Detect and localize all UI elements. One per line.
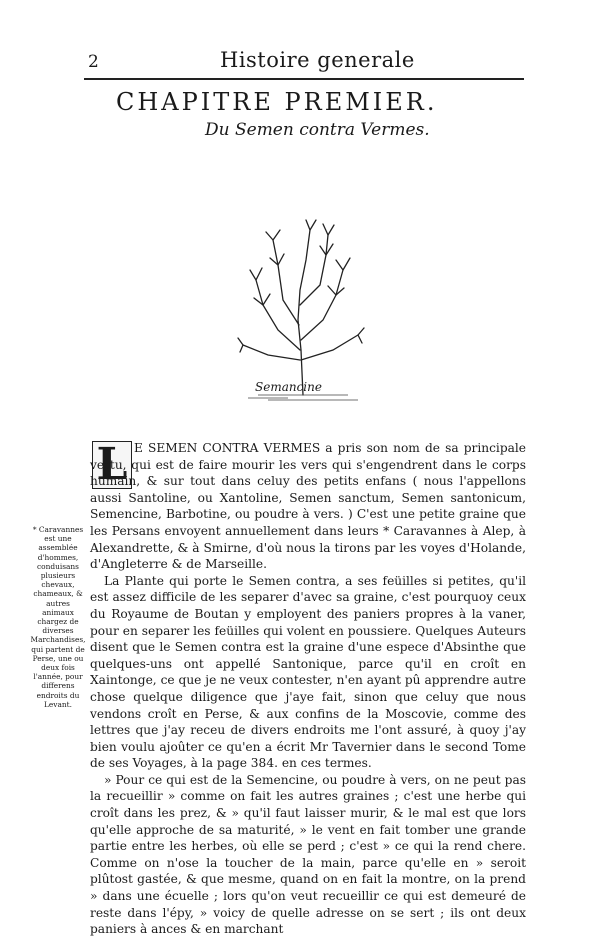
plant-label: Semancine	[255, 380, 322, 394]
marginal-note: * Caravannes est une assemblée d'hommes, conduisans plusieurs chevaux, chameaux, & autres animaux chargez de diverses Marchandises, qui partent de Perse, une ou deux fois l'année, pour differens endroits du Levant.	[30, 525, 86, 709]
paragraph: » Pour ce qui est de la Semencine, ou poudre à vers, on ne peut pas la recueillir » comme on fait les autres graines ; c'est une herbe qui croît dans les prez, & » qu'il faut laisser murir, & le mal est que lors qu'elle approche de sa maturité, » le vent en fait tomber une grande partie entre les herbes, où elle se perd ; c'est » ce qui la rend chere. Comme on n'ose la toucher de la main, parce qu'elle en » seroit plûtost gastée, & que mesme, quand on en fait la montre, on la prend » dans une écuelle ; lors qu'on veut recueillir ce qui est demeuré de reste dans l'épy, » voicy de quelle adresse on se sert ; ils ont deux paniers à ances & en marchant	[90, 772, 526, 937]
chapter-subtitle: Du Semen contra Vermes.	[205, 120, 430, 140]
body-text	[90, 440, 526, 938]
paragraph: La Plante qui porte le Semen contra, a ses feüilles si petites, qu'il est assez difficile de les separer d'avec sa graine, c'est pourquoy ceux du Royaume de Boutan y employent des paniers propres à la vaner, pour en separer les feüilles qui volent en poussiere. Quelques Auteurs disent que le Semen contra est la graine d'une espece d'Absinthe que quelques-uns ont appellé Santonique, parce qu'il en croît en Xaintonge, ce que je ne veux contester, n'en ayant pû apprendre autre chose quelque diligence que j'aye fait, sinon que celuy que nous vendons croît en Perse, & aux confins de la Moscovie, comme des lettres que j'ay receu de divers endroits me l'ont assuré, à quoy j'ay bien voulu ajoûter ce qu'en a écrit Mr Tavernier dans le second Tome de ses Voyages, à la page 384. en ces termes.	[90, 573, 526, 771]
paragraph: E SEMEN CONTRA VERMES a pris son nom de sa principale vertu, qui est de faire mourir les vers qui s'engendrent dans le corps humain, & sur tout dans celuy des petits enfans ( nous l'appellons aussi Santoline, ou Xantoline, Semen sanctum, Semen santonicum, Semencine, Barbotine, ou poudre à vers. ) C'est une petite graine que les Persans envoyent annuellement dans leurs * Caravannes à Alep, à Alexandrette, & à Smirne, d'où nous la tirons par les voyes d'Holande, d'Angleterre & de Marseille.	[90, 441, 526, 572]
dropcap-letter: L	[92, 441, 132, 489]
page-number: 2	[88, 52, 99, 72]
header-rule	[84, 78, 524, 80]
chapter-title: CHAPITRE PREMIER.	[116, 88, 438, 116]
running-head: Histoire generale	[220, 48, 415, 72]
